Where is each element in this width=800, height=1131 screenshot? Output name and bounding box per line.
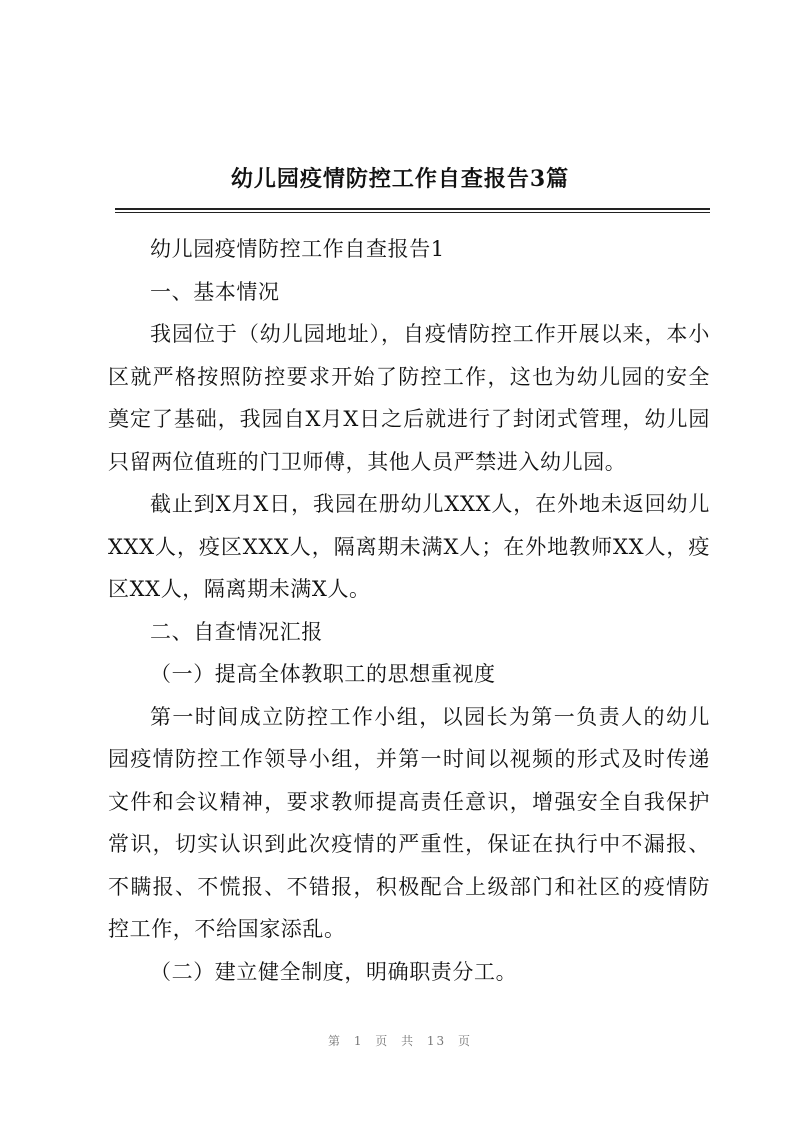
section-heading: 二、自查情况汇报: [150, 619, 323, 644]
body-paragraph: 我园位于（幼儿园地址），自疫情防控工作开展以来，本小区就严格按照防控要求开始了防控工作，这也为幼儿园的安全奠定了基础，我园自X月X日之后就进行了封闭式管理，幼儿园只留两位值班的门卫师傅，其他人员严禁进入幼儿园。: [108, 322, 710, 474]
body-paragraph: 第一时间成立防控工作小组，以园长为第一负责人的幼儿园疫情防控工作领导小组，并第一时间以视频的形式及时传递文件和会议精神，要求教师提高责任意识，增强安全自我保护常识，切实认识到此次疫情的严重性，保证在执行中不漏报、不瞒报、不慌报、不错报，积极配合上级部门和社区的疫情防控工作，不给国家添乱。: [108, 704, 710, 941]
body-paragraph: 截止到X月X日，我园在册幼儿XXX人，在外地未返回幼儿XXX人，疫区XXX人，隔离期未满X人；在外地教师XX人，疫区XX人，隔离期未满X人。: [108, 492, 710, 601]
document-body: [108, 228, 710, 993]
subsection-heading: （一）提高全体教职工的思想重视度: [150, 662, 496, 686]
section-heading: 一、基本情况: [150, 279, 280, 304]
title-divider: [115, 208, 710, 213]
subsection-heading: （二）建立健全制度，明确职责分工。: [150, 959, 518, 984]
page-number: 第 1 页 共 13 页: [328, 1034, 472, 1048]
section-heading: 幼儿园疫情防控工作自查报告1: [150, 237, 445, 261]
document-title: 幼儿园疫情防控工作自查报告3篇: [230, 166, 570, 192]
